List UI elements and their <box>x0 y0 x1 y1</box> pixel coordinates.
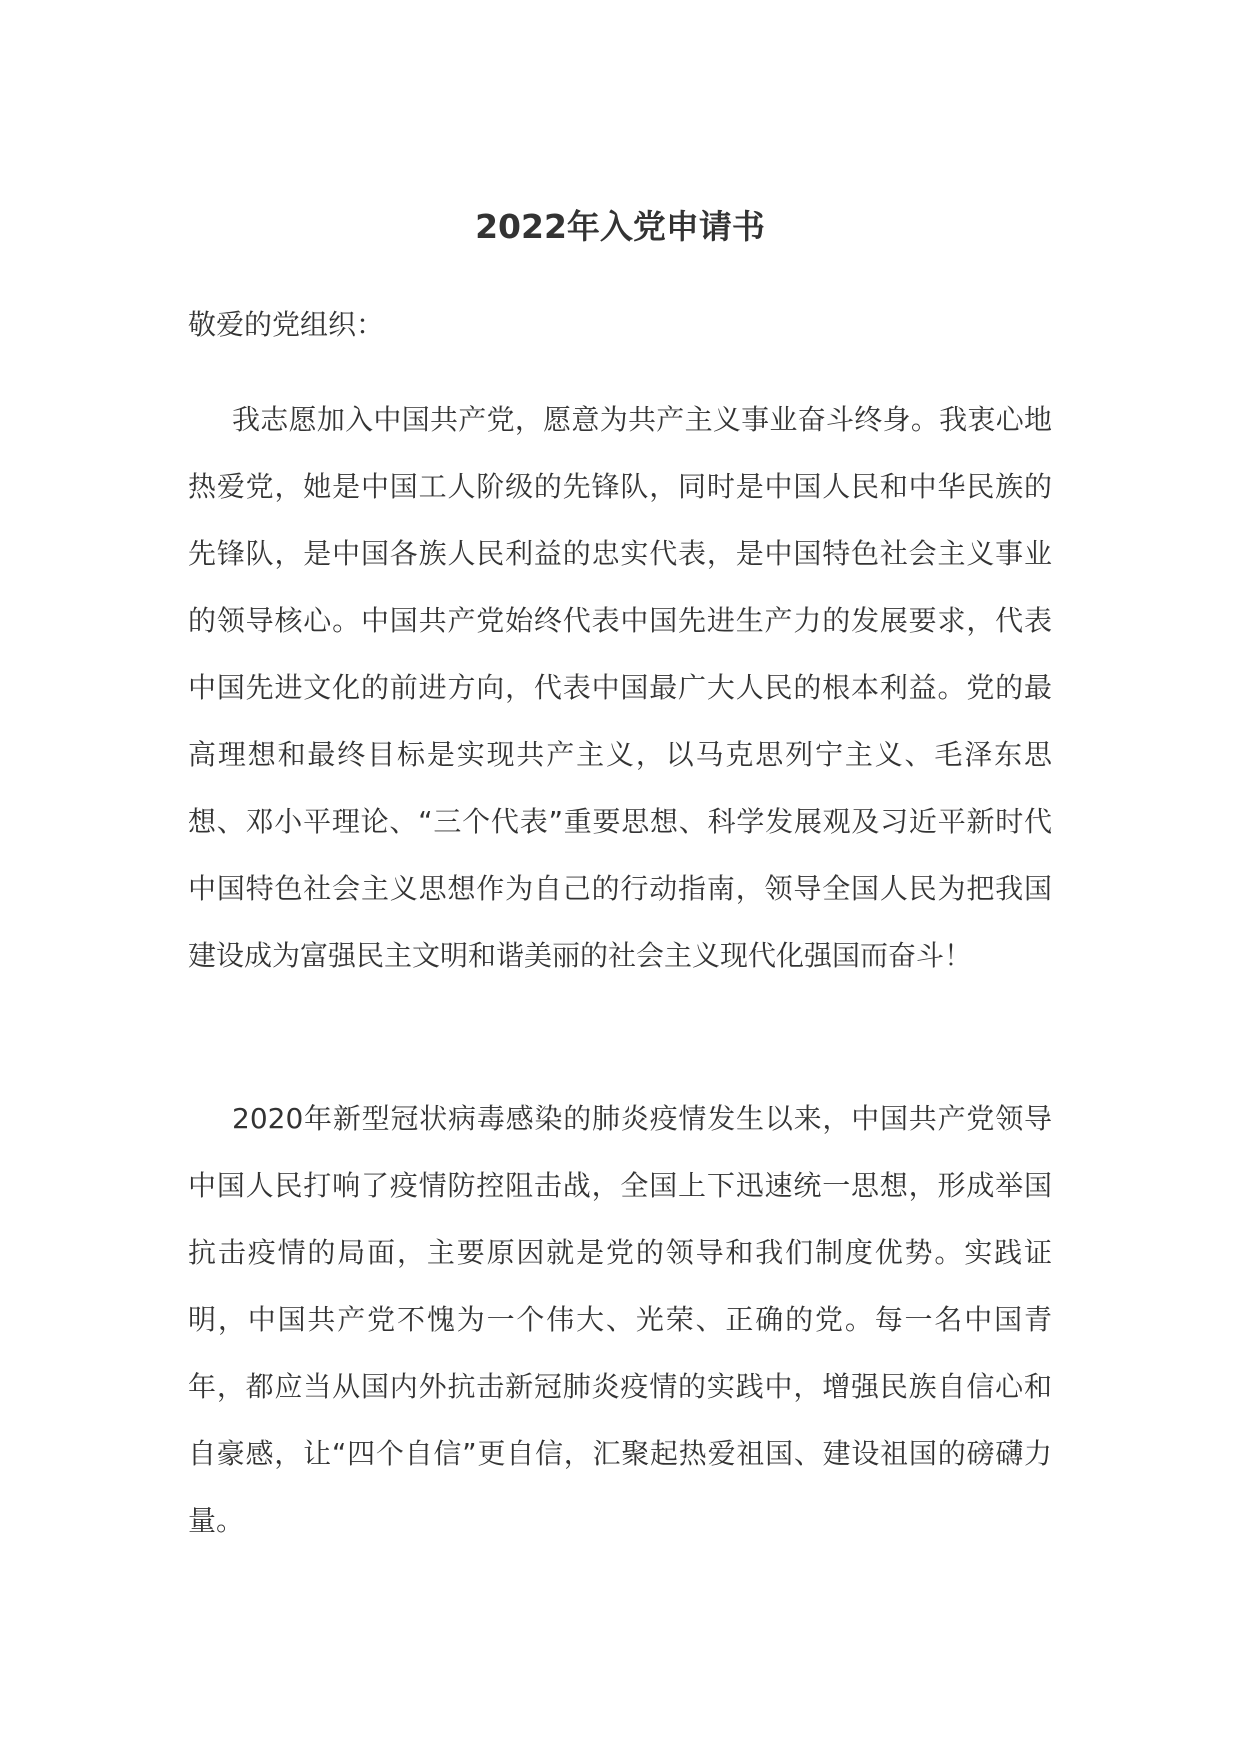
body-paragraph-1: 我志愿加入中国共产党，愿意为共产主义事业奋斗终身。我衷心地热爱党，她是中国工人阶级的先锋队，同时是中国人民和中华民族的先锋队，是中国各族人民利益的忠实代表，是中国特色社会主义事业的领导核心。中国共产党始终代表中国先进生产力的发展要求，代表中国先进文化的前进方向，代表中国最广大人民的根本利益。党的最高理想和最终目标是实现共产主义，以马克思列宁主义、毛泽东思想、邓小平理论、“三个代表”重要思想、科学发展观及习近平新时代中国特色社会主义思想作为自己的行动指南，领导全国人民为把我国建设成为富强民主文明和谐美丽的社会主义现代化强国而奋斗！ <box>188 403 1052 972</box>
salutation: 敬爱的党组织： <box>188 308 385 341</box>
document-title: 2022年入党申请书 <box>475 207 765 246</box>
body-paragraph-2: 2020年新型冠状病毒感染的肺炎疫情发生以来，中国共产党领导中国人民打响了疫情防控阻击战，全国上下迅速统一思想，形成举国抗击疫情的局面，主要原因就是党的领导和我们制度优势。实践证明，中国共产党不愧为一个伟大、光荣、正确的党。每一名中国青年，都应当从国内外抗击新冠肺炎疫情的实践中，增强民族自信心和自豪感，让“四个自信”更自信，汇聚起热爱祖国、建设祖国的磅礴力量。 <box>188 1102 1052 1537</box>
